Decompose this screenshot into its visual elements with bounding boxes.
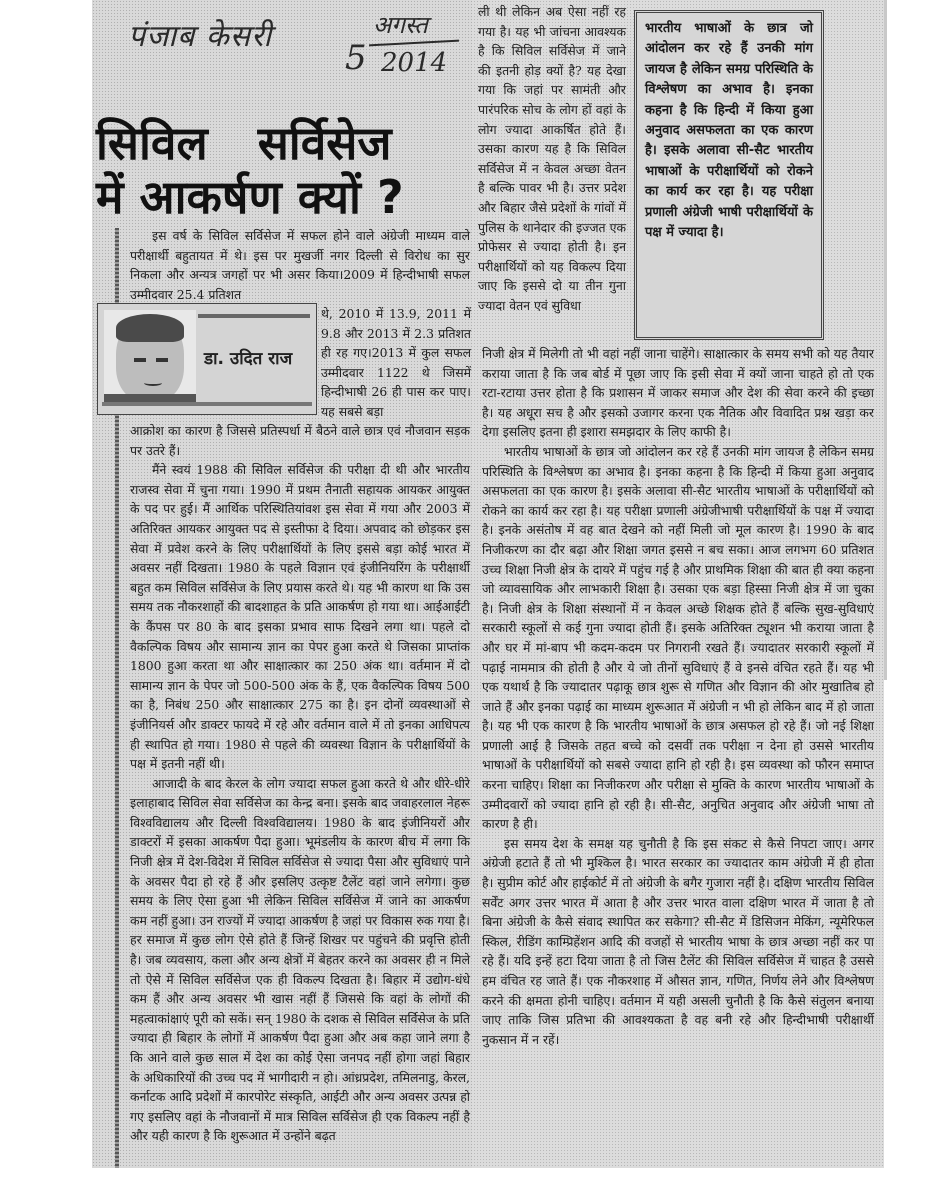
intro-text: इस वर्ष के सिविल सर्विसेज में सफल होने वाले अंग्रेजी माध्यम वाले परीक्षार्थी बहुतायत में थे। इस पर मुखर्जी नगर दिल्ली से विरोध का सुर निकला और अन्यत्र जगहों पर भी असर किया।2009 में हिन्दीभाषी सफल उम्मीदवार 25.4 प्रतिशत [130,228,470,302]
body-paragraph: इस समय देश के समक्ष यह चुनौती है कि इस संकट से कैसे निपटा जाए। अगर अंग्रेजी हटाते हैं तो भी मुश्किल है। भारत सरकार का ज्यादातर काम अंग्रेजी में ही होता है। सुप्रीम कोर्ट और हाईकोर्ट में तो अंग्रेजी के बगैर गुजारा नहीं है। दक्षिण भारतीय सिविल सर्वेंट अगर उत्तर भारत में आता है और उत्तर भारत वाला दक्षिण भारत में जाता है तो बिना अंग्रेजी के कैसे संवाद स्थापित कर सकेगा? सी-सैट में डिसिजन मेकिंग, न्यूमेरिफल स्किल, रीडिंग काम्प्रिहेंशन आदि की वजहों से भारतीय भाषा के छात्र अच्छा नहीं कर पा रहे हैं। यदि इन्हें हटा दिया जाता है तो जिस टैलेंट की सिविल सर्विसेज में चाहत है उससे हम वंचित रह जाते हैं। एक नौकरशाह में औसत ज्ञान, गणित, निर्णय लेने और विश्लेषण करने की क्षमता होनी चाहिए। वर्तमान में यही असली चुनौती है कि कैसे संतुलन बनाया जाए ताकि जिस प्रतिभा की आवश्यकता है वह बनी रहे और हिन्दीभाषी परीक्षार्थी नुकसान में न रहें। [482,835,874,1047]
photo-eye [156,358,168,362]
author-box-rule [198,314,310,318]
author-name: डा. उदित राज [204,349,293,369]
right-column-top [478,2,626,316]
left-column-body [130,421,470,1146]
photo-eye [134,358,146,362]
author-box [97,303,317,415]
date-year: 2014 [381,48,448,78]
body-paragraph: आजादी के बाद केरल के लोग ज्यादा सफल हुआ करते थे और धीरे-धीरे इलाहाबाद सिविल सेवा सर्विसेज का केन्द्र बना। इसके बाद जवाहरलाल नेहरू विश्वविद्यालय और दिल्ली विश्वविद्यालय। 1980 के बाद इंजीनियरों और डाक्टरों में इसका आकर्षण पैदा हुआ। भूमंडलीय के कारण बीच में लगा कि निजी क्षेत्र में देश-विदेश में सिविल सर्विसेज से ज्यादा पैसा और सुविधाएं पाने के अवसर पैदा हो रहे हैं और इसलिए उत्कृष्ट टैलेंट वहां जाने लगेगा। कुछ समय के लिए ऐसा हुआ भी लेकिन सिविल सर्विसेज में जाने का आकर्षण कम नहीं हुआ। उन राज्यों में ज्यादा आकर्षण है जहां पर विकास रुक गया है। हर समाज में कुछ लोग ऐसे होते हैं जिन्हें शिखर पर पहुंचने की प्रवृत्ति होती है। जब व्यवसाय, कला और अन्य क्षेत्रों में बेहतर करने का अवसर ही न मिले तो ऐसे में सिविल सर्विसेज एक ही विकल्प दिखता है। बिहार में उद्योग-धंधे कम हैं और अन्य अवसर भी खास नहीं हैं जिससे कि वहां के लोगों की महत्वाकांक्षाएं पूरी को सकें। सन् 1980 के दशक से सिविल सर्विसेज के प्रति ज्यादा ही बिहार के लोगों में आकर्षण पैदा हुआ और अब कहा जाने लगा है कि आने वाले कुछ साल में देश का कोई ऐसा जनपद नहीं होगा जहां बिहार के अधिकारियों की उच्च पद में भागीदारी न हो। आंध्रप्रदेश, तमिलनाडु, केरल, कर्नाटक आदि प्रदेशों में कारपोरेट संस्कृति, आईटी और अन्य अवसर उत्पन्न हो गए इसलिए वहां के नौजवानों में मात्र सिविल सर्विसेज ही एक विकल्प नहीं है और यही कारण है कि शुरूआत में उन्होंने बढ़त [130,775,470,1144]
photo-hair [116,314,184,342]
intro-side-text [321,304,471,422]
date-month: अगस्त [373,11,428,39]
intro-side-paragraph: थे, 2010 में 13.9, 2011 में 9.8 और 2013 में 2.3 प्रतिशत ही रह गए।2013 में कुल सफल उम्मीदवार 1122 थे जिसमें हिन्दीभाषी 26 ही पास कर पाए। यह सबसे बड़ा [321,306,471,419]
right-column-body [482,344,874,1049]
author-photo [104,310,196,406]
headline-line-1: सिविल सर्विसेज [96,116,392,170]
headline-line-2: में आकर्षण क्यों ? [96,170,404,224]
author-box-rule-bottom [102,402,312,406]
body-paragraph: मैंने स्वयं 1988 की सिविल सर्विसेज की परीक्षा दी थी और भारतीय राजस्व सेवा में चुना गया। 1990 में प्रथम तैनाती सहायक आयकर आयुक्त के पद पर हुई। मैं आर्थिक परिस्थितियांवश इस सेवा में गया और 2003 में अतिरिक्त आयकर आयुक्त पद से इस्तीफा दे दिया। अपवाद को छोड़कर इस सेवा में प्रवेश करने के लिए परीक्षार्थियों के लिए इससे बड़ा कोई भारत में अवसर नहीं दिखता। 1980 के पहले विज्ञान एवं इंजीनियरिंग के परीक्षार्थी बहुत कम सिविल सर्विसेज के लिए प्रयास करते थे। यह भी कारण था कि उस समय तक नौकरशाहों की बादशाहत के प्रति आकर्षण हो गया था। आईआईटी के कैंपस पर 80 के बाद इसका प्रभाव साफ दिखने लगा था। पहले दो वैकल्पिक विषय और सामान्य ज्ञान का पेपर हुआ करते थे जिसका प्राप्तांक 1800 हुआ करता था और साक्षात्कार का 250 अंक था। वर्तमान में दो सामान्य ज्ञान के पेपर जो 500-500 अंक के हैं, एक वैकल्पिक विषय 500 का है, निबंध 250 और साक्षात्कार 275 का है। इन दोनों व्यवस्थाओं से इंजीनियर्स और डाक्टर फायदे में रहे और वर्तमान वाले में तो इनका आधिपत्य ही स्थापित हो गया। 1980 से पहले की व्यवस्था विज्ञान के परीक्षार्थियों के पक्ष में इतनी नहीं थी। [130,462,470,772]
body-paragraph: भारतीय भाषाओं के छात्र जो आंदोलन कर रहे हैं उनकी मांग जायज है लेकिन समग्र परिस्थिति के विश्लेषण का अभाव है। इनका कहना है कि हिन्दी में किया हुआ अनुवाद असफलता का एक कारण है। इसके अलावा सी-सैट भारतीय भाषाओं के परीक्षार्थियों को रोकने का कार्य कर रहा है। यह परीक्षा प्रणाली अंग्रेजीभाषी परीक्षार्थियों के पक्ष में ज्यादा है। इनके असंतोष में वह बात देखने को नहीं मिली जो मूल कारण है। 1990 के बाद निजीकरण का दौर बढ़ा और शिक्षा जगत इससे न बच सका। आज लगभग 60 प्रतिशत उच्च शिक्षा निजी क्षेत्र के दायरे में पहुंच गई है और प्राथमिक शिक्षा की बात ही क्या कहना जो व्यावसायिक और लाभकारी शिक्षा है। उसका एक बड़ा हिस्सा निजी क्षेत्र में जा चुका है। निजी क्षेत्र के शिक्षा संस्थानों में न केवल अच्छे शिक्षक होते हैं बल्कि सुख-सुविधाएं सरकारी स्कूलों से कई गुना ज्यादा होती हैं। इसके अतिरिक्त ट्यूशन भी कराया जाता है और घर में मां-बाप भी कदम-कदम पर निगरानी रखते हैं। ज्यादातर सरकारी स्कूलों में पढ़ाई नाममात्र की होती है और ये जो तीनों सुविधाएं हैं वे इनसे वंचित रहते हैं। यह भी एक यथार्थ है कि ज्यादातर पढ़ाकू छात्र शुरू से गणित और विज्ञान की ओर मुखातिब हो जाते हैं और इनका पढ़ाई का माध्यम शुरूआत में अंग्रेजी न भी हो लेकिन बाद में हो जाता है। यह भी एक कारण है कि भारतीय भाषाओं के छात्र असफल हो रहे हैं। जो नई शिक्षा प्रणाली आई है जिसके तहत बच्चे को दसवीं तक परीक्षा न देना हो उससे भारतीय भाषाओं के परीक्षार्थियों को सबसे ज्यादा हानि हो रही है। इस व्यवस्था को फौरन समाप्त करना चाहिए। शिक्षा का निजीकरण और परीक्षा से मुक्ति के कारण भारतीय भाषाओं के उम्मीदवारों को ज्यादा हानि हो रही है। सी-सैट, अनुचित अनुवाद और अंग्रेजी भाषा तो कारण है ही। [482,443,874,832]
intro-paragraph [130,226,470,304]
photo-mouth [144,380,162,386]
handwritten-source: पंजाब केसरी [128,19,273,54]
body-paragraph: निजी क्षेत्र में मिलेगी तो भी वहां नहीं जाना चाहेंगे। साक्षात्कार के समय सभी को यह तैयार कराया जाता है कि जब बोर्ड में पूछा जाए कि इसी सेवा में क्यों जाना चाहते हो तो एक रटा-रटाया उत्तर होता है कि प्रशासन में जाकर समाज और देश की सेवा करने की इच्छा है। यह अधूरा सच है और इसको उजागर करना एक नैतिक और विवादित प्रश्न खड़ा कर देगा इसलिए इतना ही इशारा समझदार के लिए काफी है। [482,346,874,440]
scan-edge [884,0,887,680]
pull-quote: भारतीय भाषाओं के छात्र जो आंदोलन कर रहे हैं उनकी मांग जायज है लेकिन समग्र परिस्थिति के विश्लेषण का अभाव है। इनका कहना है कि हिन्दी में किया हुआ अनुवाद असफलता का एक कारण है। इसके अलावा सी-सैट भारतीय भाषाओं के परीक्षार्थियों को रोकने का कार्य कर रहा है। यह परीक्षा प्रणाली अंग्रेजी भाषी परीक्षार्थियों के पक्ष में ज्यादा है। [634,10,824,340]
date-day: 5 [345,38,367,78]
article-headline [96,116,476,224]
body-paragraph: ली थी लेकिन अब ऐसा नहीं रह गया है। यह भी जांचना आवश्यक है कि सिविल सर्विसेज में जाने की इतनी होड़ क्यों है? यह देखा गया कि जहां पर सामंती और पारंपरिक सोच के लोग हों वहां के लोग ज्यादा आकर्षित होते हैं। उसका कारण यह है कि सिविल सर्विसेज में न केवल अच्छा वेतन है बल्कि पावर भी है। उत्तर प्रदेश और बिहार जैसे प्रदेशों के गांवों में पुलिस के थानेदार की इज्जत एक प्रोफेसर से ज्यादा होती है। इन परीक्षार्थियों को यह विकल्प दिया जाए कि इससे दो या तीन गुना ज्यादा वेतन एवं सुविधा [478,4,626,313]
body-paragraph: आक्रोश का कारण है जिससे प्रतिस्पर्धा में बैठने वाले छात्र एवं नौजवान सड़क पर उतरे हैं। [130,423,470,458]
